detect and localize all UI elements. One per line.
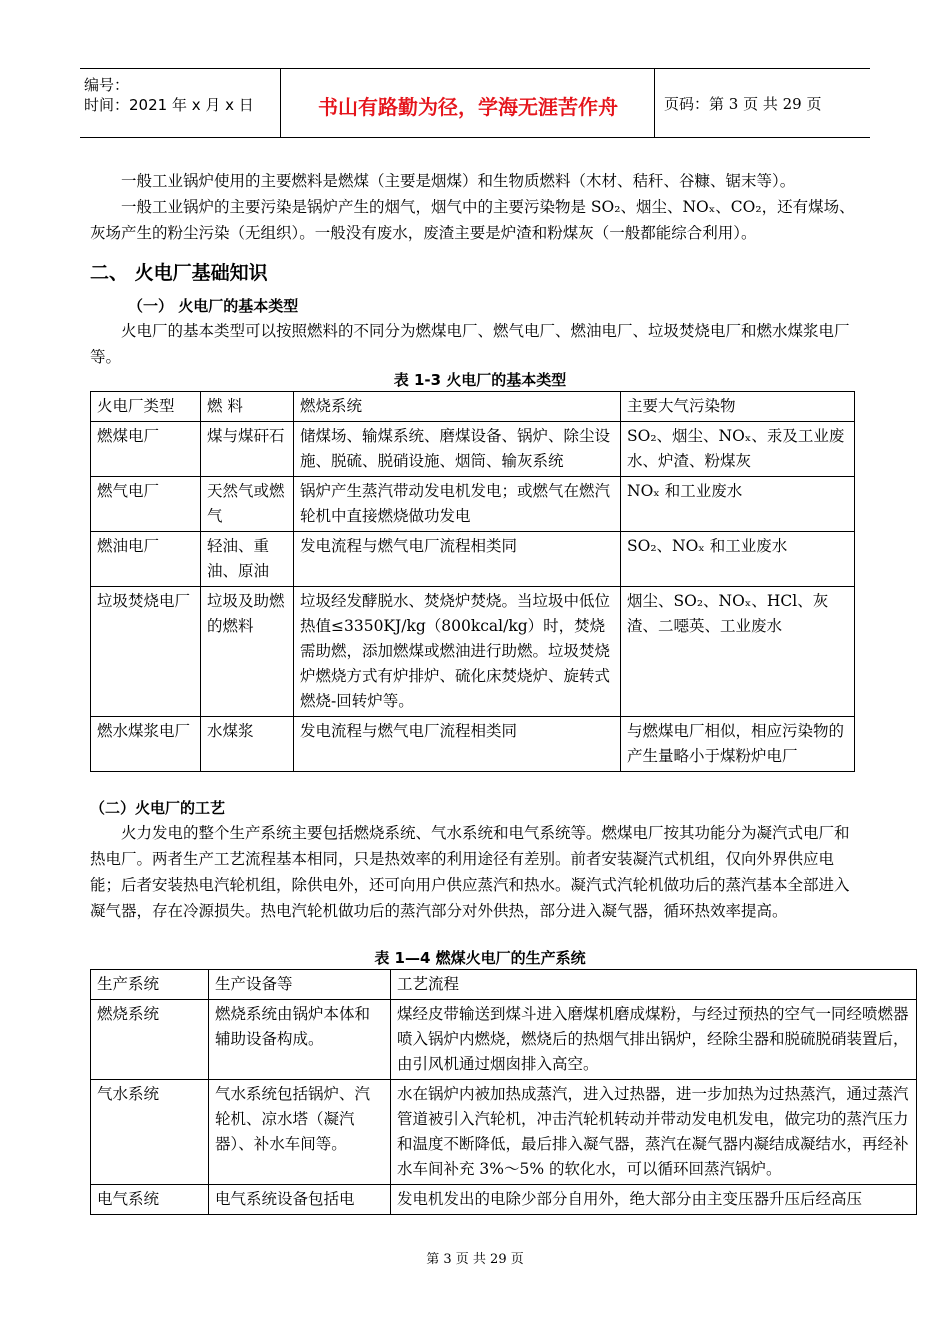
- header-motto: 书山有路勤为径，学海无涯苦作舟: [318, 95, 618, 119]
- table-header-cell: 燃 料: [201, 392, 294, 422]
- intro-block: [90, 168, 860, 246]
- table-header-cell: 火电厂类型: [91, 392, 201, 422]
- intro-paragraph: 一般工业锅炉的主要污染是锅炉产生的烟气，烟气中的主要污染物是 SO₂、烟尘、NOₓ、CO₂，还有煤场、灰场产生的粉尘污染（无组织）。一般没有废水，废渣主要是炉渣和粉煤灰（一般都能综合利用）。: [90, 198, 855, 242]
- table-cell: 气水系统包括锅炉、汽轮机、凉水塔（凝汽器）、补水车间等。: [209, 1080, 391, 1185]
- section-title: 二、 火电厂基础知识: [90, 262, 268, 284]
- table-cell: 垃圾及助燃的燃料: [201, 587, 294, 717]
- table-cell: SO₂、NOₓ 和工业废水: [621, 532, 855, 587]
- table-cell: 锅炉产生蒸汽带动发电机发电；或燃气在燃汽轮机中直接燃烧做功发电: [294, 477, 621, 532]
- table-cell: 燃烧系统: [91, 1000, 209, 1080]
- table-cell: 电气系统: [91, 1185, 209, 1215]
- number-label: 编号：: [84, 76, 130, 94]
- table-cell: 垃圾焚烧电厂: [91, 587, 201, 717]
- subsection-paragraph: 火电厂的基本类型可以按照燃料的不同分为燃煤电厂、燃气电厂、燃油电厂、垃圾焚烧电厂和燃水煤浆电厂等。: [90, 322, 850, 366]
- process-paragraph-block: [90, 820, 860, 924]
- table-cell: 发电流程与燃气电厂流程相类同: [294, 532, 621, 587]
- table-cell: 烟尘、SO₂、NOₓ、HCl、灰渣、二噁英、工业废水: [621, 587, 855, 717]
- header-page-number: 页码：第 3 页 共 29 页: [664, 95, 822, 113]
- table-cell: 水在锅炉内被加热成蒸汽，进入过热器，进一步加热为过热蒸汽，通过蒸汽管道被引入汽轮机，冲击汽轮机转动并带动发电机发电，做完功的蒸汽压力和温度不断降低，最后排入凝气器，蒸汽在凝气器内凝结成凝结水，再经补水车间补充 3%～5% 的软化水，可以循环回蒸汽锅炉。: [391, 1080, 917, 1185]
- table-row: [91, 1000, 917, 1080]
- table-cell: 燃烧系统由锅炉本体和辅助设备构成。: [209, 1000, 391, 1080]
- table-row: [91, 587, 855, 717]
- table-caption: 表 1—4 燃煤火电厂的生产系统: [374, 949, 586, 967]
- table-cell: 电气系统设备包括电: [209, 1185, 391, 1215]
- page-header: [80, 68, 870, 138]
- subsection-paragraph-block: [90, 318, 860, 370]
- table-header-cell: 燃烧系统: [294, 392, 621, 422]
- table-header-row: [91, 970, 917, 1000]
- table-cell: 发电机发出的电除少部分自用外，绝大部分由主变压器升压后经高压: [391, 1185, 917, 1215]
- table-cell: 与燃煤电厂相似，相应污染物的产生量略小于煤粉炉电厂: [621, 717, 855, 772]
- intro-paragraph: 一般工业锅炉使用的主要燃料是燃煤（主要是烟煤）和生物质燃料（木材、秸秆、谷糠、锯末等）。: [121, 172, 796, 190]
- table-cell: 燃气电厂: [91, 477, 201, 532]
- table-cell: SO₂、烟尘、NOₓ、汞及工业废水、炉渣、粉煤灰: [621, 422, 855, 477]
- table-cell: 煤与煤矸石: [201, 422, 294, 477]
- table-row: [91, 532, 855, 587]
- table-header-cell: 主要大气污染物: [621, 392, 855, 422]
- table-header-cell: 生产设备等: [209, 970, 391, 1000]
- table-cell: 天然气或燃气: [201, 477, 294, 532]
- table-caption: 表 1-3 火电厂的基本类型: [393, 371, 567, 389]
- table-row: [91, 1185, 917, 1215]
- header-info: [84, 75, 280, 115]
- table-row: [91, 717, 855, 772]
- process-paragraph: 火力发电的整个生产系统主要包括燃烧系统、气水系统和电气系统等。燃煤电厂按其功能分为凝汽式电厂和热电厂。两者生产工艺流程基本相同，只是热效率的利用途径有差别。前者安装凝汽式机组，仅向外界供应电能；后者安装热电汽轮机组，除供电外，还可向用户供应蒸汽和热水。凝汽式汽轮机做功后的蒸汽基本全部进入凝气器，存在冷源损失。热电汽轮机做功后的蒸汽部分对外供热，部分进入凝气器，循环热效率提高。: [90, 824, 850, 920]
- production-system-table: [90, 969, 917, 1215]
- table-cell: 煤经皮带输送到煤斗进入磨煤机磨成煤粉，与经过预热的空气一同经喷燃器喷入锅炉内燃烧，燃烧后的热烟气排出锅炉，经除尘器和脱硫脱硝装置后，由引风机通过烟囱排入高空。: [391, 1000, 917, 1080]
- table-header-row: [91, 392, 855, 422]
- power-plant-types-table: [90, 391, 855, 772]
- table-cell: 水煤浆: [201, 717, 294, 772]
- table-cell: 燃油电厂: [91, 532, 201, 587]
- subsection-title: （二）火电厂的工艺: [90, 799, 226, 817]
- table-cell: 储煤场、输煤系统、磨煤设备、锅炉、除尘设施、脱硫、脱硝设施、烟筒、输灰系统: [294, 422, 621, 477]
- table-cell: NOₓ 和工业废水: [621, 477, 855, 532]
- table-cell: 气水系统: [91, 1080, 209, 1185]
- table-cell: 轻油、重油、原油: [201, 532, 294, 587]
- time-label: 时间：2021 年 x 月 x 日: [84, 96, 254, 114]
- table-row: [91, 422, 855, 477]
- table-cell: 燃水煤浆电厂: [91, 717, 201, 772]
- subsection-title: （一） 火电厂的基本类型: [128, 297, 299, 315]
- table-row: [91, 1080, 917, 1185]
- table-cell: 燃煤电厂: [91, 422, 201, 477]
- page-footer: 第 3 页 共 29 页: [426, 1252, 524, 1267]
- table-row: [91, 477, 855, 532]
- table-header-cell: 生产系统: [91, 970, 209, 1000]
- table-cell: 垃圾经发酵脱水、焚烧炉焚烧。当垃圾中低位热值≤3350KJ/kg（800kcal/kg）时，焚烧需助燃，添加燃煤或燃油进行助燃。垃圾焚烧炉燃烧方式有炉排炉、硫化床焚烧炉、旋转式燃烧-回转炉等。: [294, 587, 621, 717]
- table-cell: 发电流程与燃气电厂流程相类同: [294, 717, 621, 772]
- table-header-cell: 工艺流程: [391, 970, 917, 1000]
